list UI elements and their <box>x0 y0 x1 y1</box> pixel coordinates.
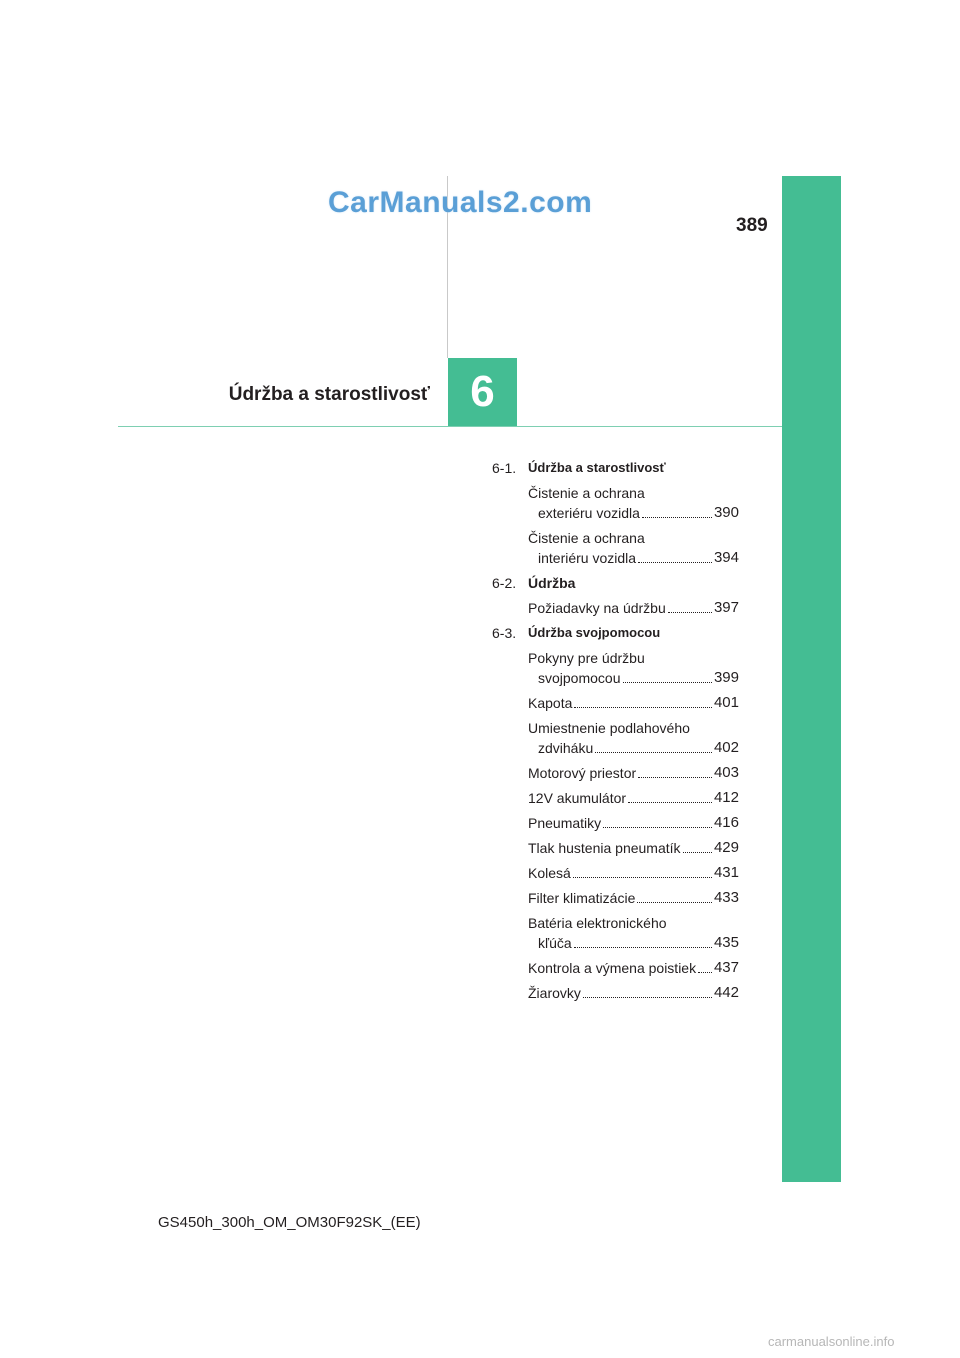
chapter-number: 6 <box>470 367 495 416</box>
entry-page: 399 <box>713 669 739 686</box>
toc-section-heading[interactable] <box>492 458 739 478</box>
dot-leader <box>583 997 712 998</box>
entry-title: Požiadavky na údržbu <box>528 600 666 616</box>
entry-title: Pneumatiky <box>528 815 602 831</box>
dot-leader <box>668 612 712 613</box>
entry-title-line: Čistenie a ochrana <box>528 485 645 501</box>
toc-section <box>492 623 739 1003</box>
entry-page: 429 <box>713 839 739 856</box>
entry-title: Žiarovky <box>528 985 581 1001</box>
entry-page: 435 <box>713 934 739 951</box>
entry-title: kľúča <box>538 935 572 951</box>
toc-entry[interactable] <box>528 528 739 568</box>
entry-title: Tlak hustenia pneumatík <box>528 840 681 856</box>
entry-title: Motorový priestor <box>528 765 637 781</box>
entry-page: 416 <box>713 814 739 831</box>
page-number: 389 <box>736 215 768 236</box>
dot-leader <box>628 802 712 803</box>
chapter-number-badge <box>448 358 517 426</box>
chapter-title: Údržba a starostlivosť <box>228 384 430 405</box>
toc-entry[interactable] <box>528 693 739 713</box>
entry-title: zdviháku <box>538 740 594 756</box>
toc-section-heading[interactable] <box>492 623 739 643</box>
dot-leader <box>638 562 712 563</box>
toc-section <box>492 458 739 568</box>
toc-entry[interactable] <box>528 788 739 808</box>
entry-page: 437 <box>713 959 739 976</box>
section-title: Údržba a starostlivosť <box>528 460 666 475</box>
entry-title: 12V akumulátor <box>528 790 627 806</box>
chapter-rule <box>118 426 782 427</box>
entry-title-line: Pokyny pre údržbu <box>528 650 645 666</box>
dot-leader <box>637 902 712 903</box>
entry-page: 442 <box>713 984 739 1001</box>
document-code: GS450h_300h_OM_OM30F92SK_(EE) <box>158 1214 421 1231</box>
toc-entry[interactable] <box>528 913 739 953</box>
toc-section <box>492 573 739 618</box>
dot-leader <box>698 972 712 973</box>
entry-title: Kontrola a výmena poistiek <box>528 960 697 976</box>
dot-leader <box>595 752 712 753</box>
dot-leader <box>574 707 712 708</box>
section-title: Údržba svojpomocou <box>528 625 661 640</box>
entry-title: Kolesá <box>528 865 571 881</box>
entry-title: Filter klimatizácie <box>528 890 636 906</box>
entry-page: 433 <box>713 889 739 906</box>
site-watermark[interactable]: CarManuals2.com <box>328 186 593 219</box>
dot-leader <box>638 777 712 778</box>
section-number: 6-3. <box>492 625 517 641</box>
toc-entry[interactable] <box>528 483 739 523</box>
entry-page: 402 <box>713 739 739 756</box>
entry-title: Kapota <box>528 695 573 711</box>
entry-title: exteriéru vozidla <box>538 505 640 521</box>
entry-page: 431 <box>713 864 739 881</box>
footer-watermark[interactable]: carmanualsonline.info <box>768 1334 895 1349</box>
toc-section-heading[interactable] <box>492 573 739 593</box>
toc-entry[interactable] <box>528 983 739 1003</box>
dot-leader <box>573 877 712 878</box>
dot-leader <box>642 517 712 518</box>
dot-leader <box>623 682 712 683</box>
toc-entry[interactable] <box>528 838 739 858</box>
entry-page: 403 <box>713 764 739 781</box>
dot-leader <box>603 827 712 828</box>
toc-entry[interactable] <box>528 958 739 978</box>
entry-title-line: Batéria elektronického <box>528 915 667 931</box>
section-number: 6-1. <box>492 460 517 476</box>
entry-page: 394 <box>713 549 739 566</box>
toc-entry[interactable] <box>528 763 739 783</box>
toc-entry[interactable] <box>528 598 739 618</box>
section-number: 6-2. <box>492 575 517 591</box>
entry-title: interiéru vozidla <box>538 550 637 566</box>
entry-page: 390 <box>713 504 739 521</box>
entry-title-line: Umiestnenie podlahového <box>528 720 690 736</box>
dot-leader <box>683 852 712 853</box>
table-of-contents <box>492 458 739 1008</box>
toc-entry[interactable] <box>528 888 739 908</box>
entry-title-line: Čistenie a ochrana <box>528 530 645 546</box>
chapter-side-tab <box>782 176 841 1182</box>
entry-page: 401 <box>713 694 739 711</box>
section-title: Údržba <box>528 575 576 591</box>
toc-entry[interactable] <box>528 648 739 688</box>
entry-page: 397 <box>713 599 739 616</box>
entry-title: svojpomocou <box>538 670 621 686</box>
dot-leader <box>574 947 712 948</box>
toc-entry[interactable] <box>528 718 739 758</box>
toc-entry[interactable] <box>528 813 739 833</box>
entry-page: 412 <box>713 789 739 806</box>
toc-entry[interactable] <box>528 863 739 883</box>
